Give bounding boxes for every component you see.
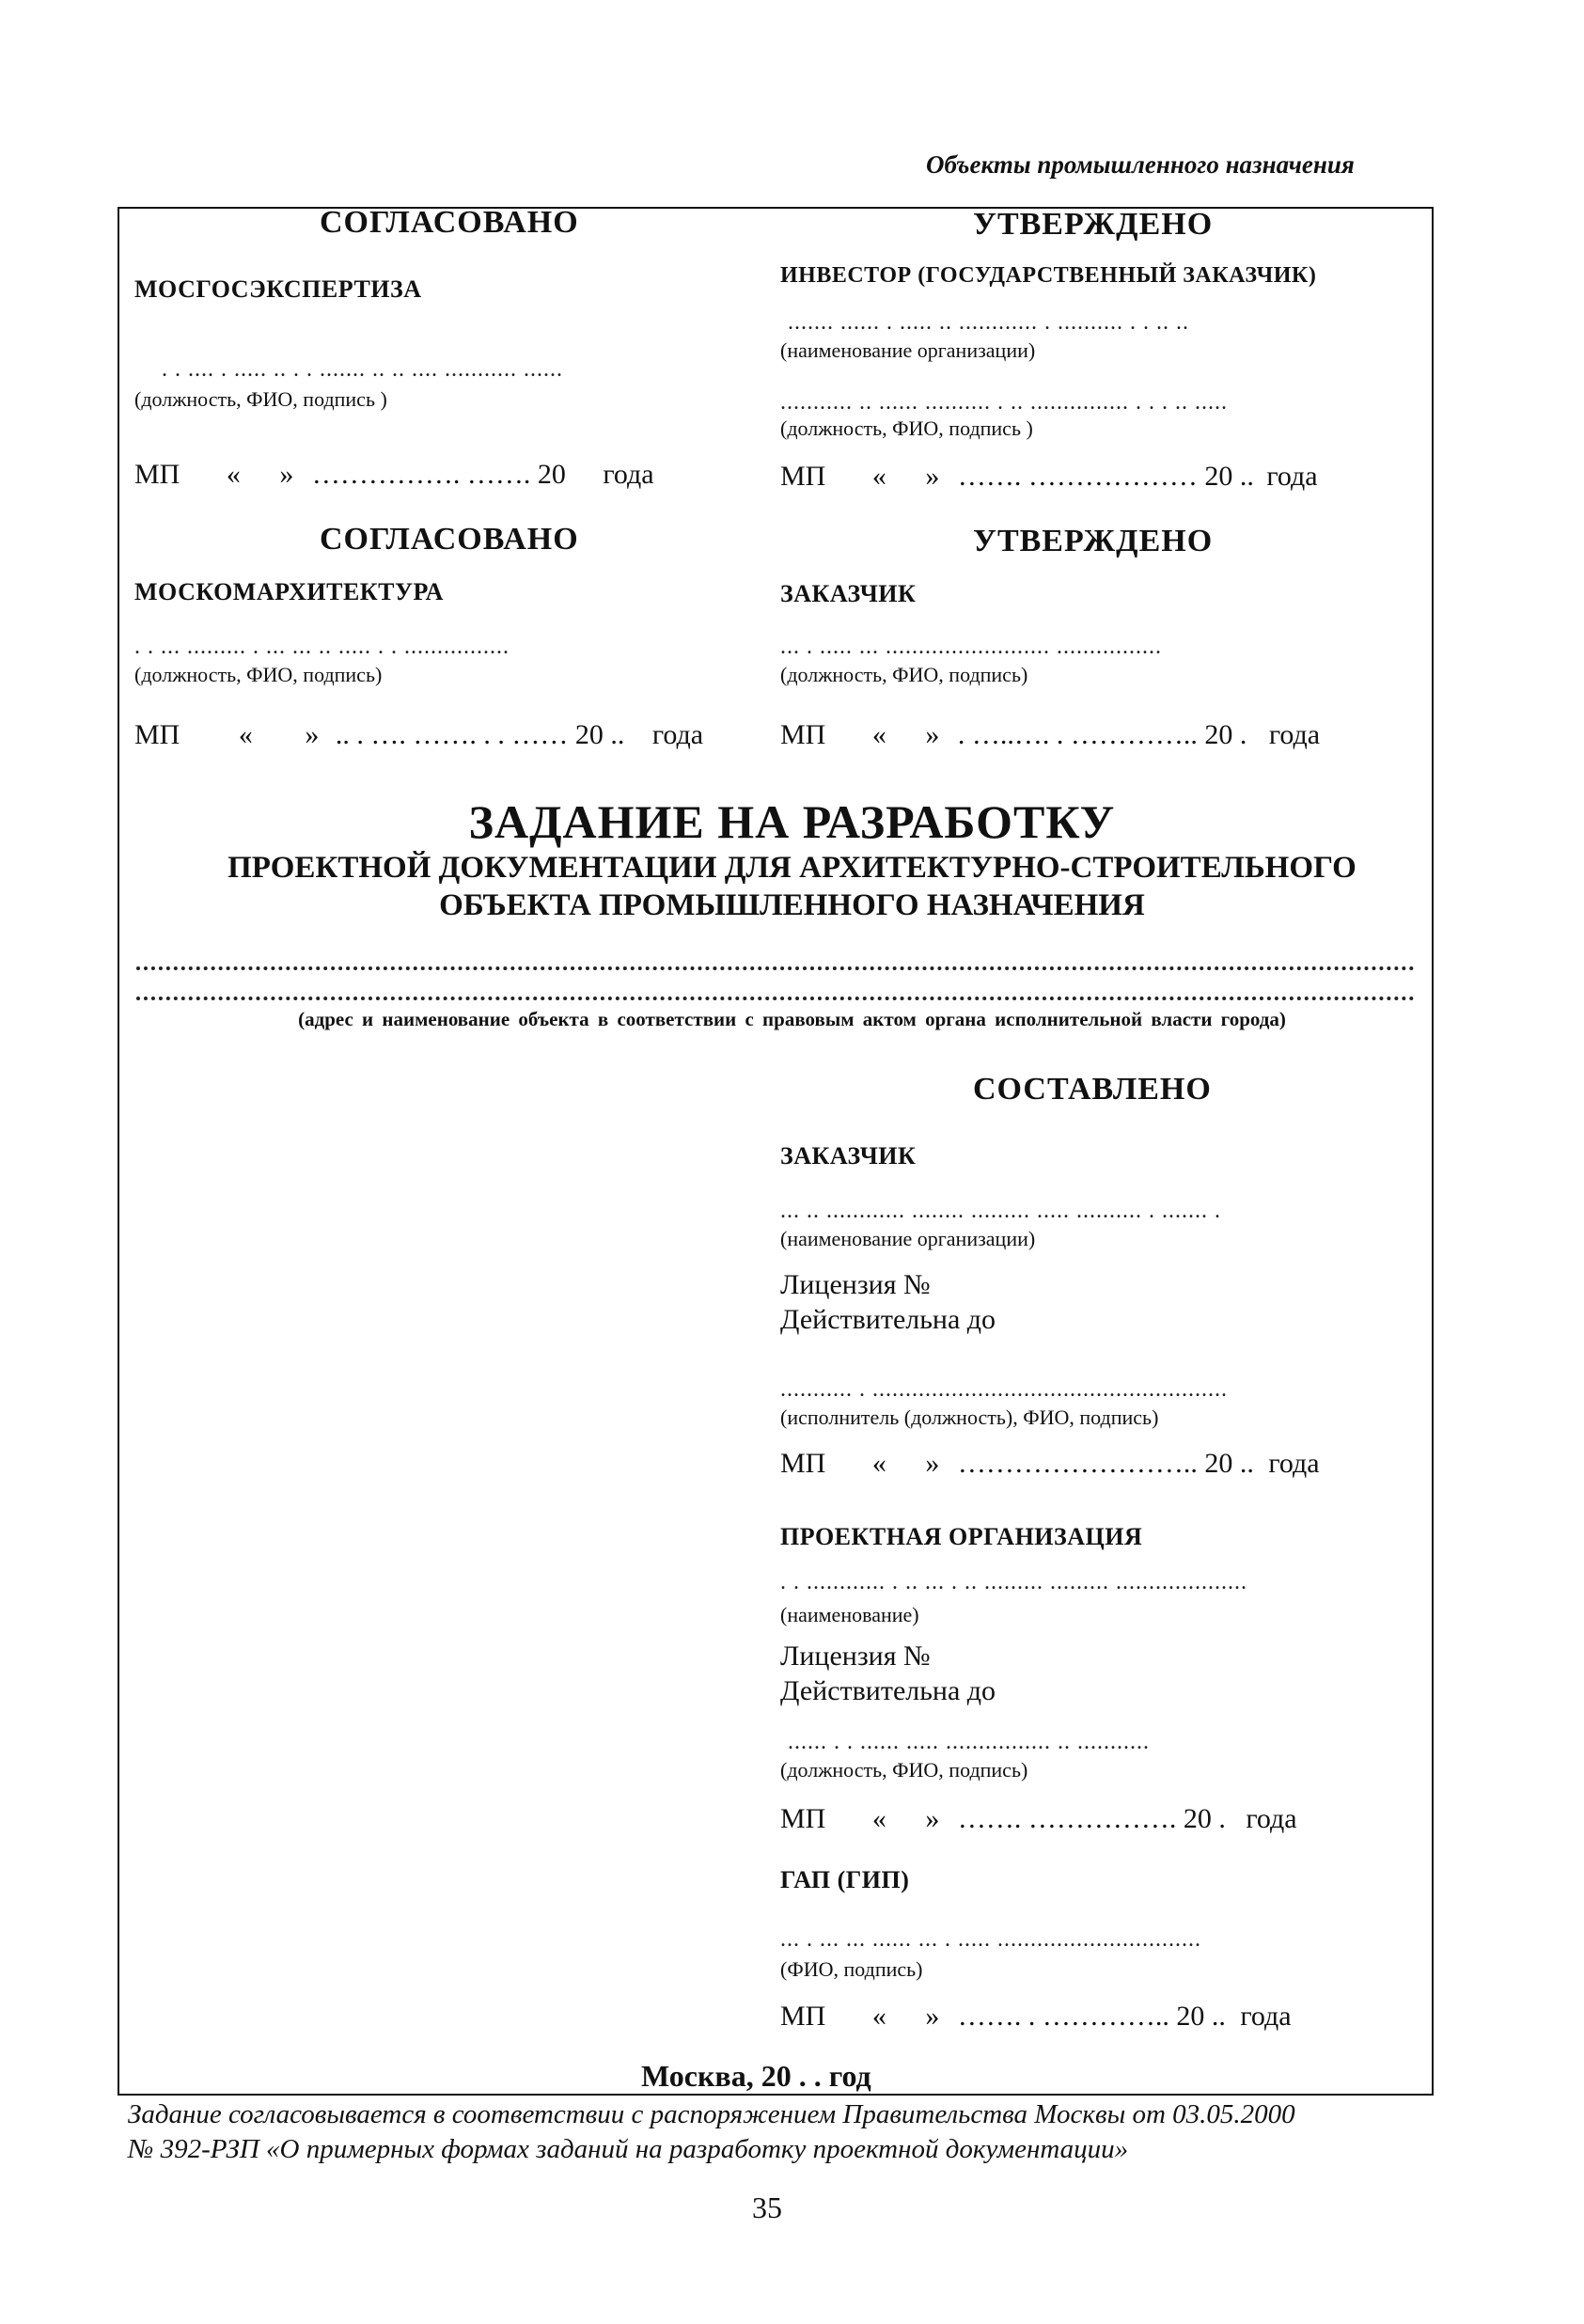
quote-open: « <box>871 1448 886 1479</box>
quote-open: « <box>238 719 253 750</box>
year-label: года <box>603 459 654 490</box>
date-dots: ……………. ……. 20 <box>311 459 566 490</box>
date-dots: . …..…. . ………….. 20 . <box>957 719 1247 750</box>
left2-mp-line <box>134 719 703 751</box>
stamp-label: МП <box>780 719 826 750</box>
stamp-label: МП <box>780 461 826 492</box>
right1-signature-dots: ........... .. ...... .......... . .. ............... . . . .. ..... <box>780 390 1228 415</box>
right1-signature-caption: (должность, ФИО, подпись ) <box>780 416 1033 440</box>
year-label: года <box>1268 1448 1320 1479</box>
right1-org: ИНВЕСТОР (ГОСУДАРСТВЕННЫЙ ЗАКАЗЧИК) <box>780 263 1317 288</box>
design-org-caption: (наименование) <box>780 1603 919 1626</box>
city-year: Москва, 20 . . год <box>641 2059 871 2093</box>
date-dots: …………………….. 20 .. <box>957 1448 1254 1479</box>
left1-heading: СОГЛАСОВАНО <box>320 205 579 240</box>
quote-close: » <box>925 719 940 750</box>
gap-heading: ГАП (ГИП) <box>780 1866 910 1893</box>
quote-close: » <box>925 1803 940 1834</box>
stamp-label: МП <box>780 2001 826 2032</box>
design-org-valid-until: Действительна до <box>780 1675 996 1706</box>
quote-close: » <box>925 1448 940 1479</box>
year-label: года <box>1240 2001 1292 2032</box>
customer-org: ЗАКАЗЧИК <box>780 1142 917 1170</box>
design-org-signature-dots: ...... . . ...... ..... ................ .. ........... <box>788 1730 1150 1754</box>
year-label: года <box>1266 461 1318 492</box>
right1-org-dots: ....... ...... . ..... .. ............ . .......... . . .. .. <box>788 310 1189 335</box>
left2-org: МОСКОМАРХИТЕКТУРА <box>134 578 444 605</box>
compiled-heading: СОСТАВЛЕНО <box>973 1072 1212 1107</box>
stamp-label: МП <box>780 1803 826 1834</box>
address-caption: (адрес и наименование объекта в соответствии с правовым актом органа исполнительной власти города) <box>298 1008 1286 1030</box>
customer-mp-line <box>780 1448 1320 1480</box>
document-title: ЗАДАНИЕ НА РАЗРАБОТКУ <box>468 795 1116 848</box>
left1-caption: (должность, ФИО, подпись ) <box>134 387 387 411</box>
left2-signature-dots: . . ... ......... . ... ... .. ..... . . ................ <box>134 635 510 659</box>
quote-open: « <box>871 1803 886 1834</box>
quote-open: « <box>871 2001 886 2032</box>
left1-mp-line <box>134 459 654 491</box>
quote-close: » <box>279 459 294 490</box>
year-label: года <box>651 719 704 750</box>
quote-close: » <box>305 719 320 750</box>
address-dotted-line-2 <box>136 997 1415 1000</box>
design-org-dots: . . ............ . .. ... . .. ......... ......... .................... <box>780 1570 1247 1594</box>
gap-caption: (ФИО, подпись) <box>780 1957 923 1981</box>
right1-mp-line <box>780 461 1318 493</box>
design-org-heading: ПРОЕКТНАЯ ОРГАНИЗАЦИЯ <box>780 1523 1143 1550</box>
gap-signature-dots: ... . ... ... ...... ... . ..... ............................... <box>780 1927 1201 1952</box>
right1-heading: УТВЕРЖДЕНО <box>973 207 1214 242</box>
footnote-line2: № 392-РЗП «О примерных формах заданий на разработку проектной документации» <box>128 2134 1129 2164</box>
stamp-label: МП <box>134 719 180 750</box>
right2-signature-dots: ... . ..... ... ......................... ................ <box>780 635 1162 659</box>
quote-open: « <box>226 459 241 490</box>
right2-heading: УТВЕРЖДЕНО <box>973 524 1214 558</box>
right2-caption: (должность, ФИО, подпись) <box>780 663 1028 686</box>
running-header: Объекты промышленного назначения <box>926 150 1355 179</box>
quote-close: » <box>925 2001 940 2032</box>
document-subtitle-line2: ОБЪЕКТА ПРОМЫШЛЕННОГО НАЗНАЧЕНИЯ <box>439 888 1145 922</box>
date-dots: ……. ……………. 20 . <box>957 1803 1226 1834</box>
customer-valid-until: Действительна до <box>780 1304 996 1335</box>
date-dots: ……. . ………….. 20 .. <box>957 2001 1226 2032</box>
date-dots: .. . …. ……. . . …… 20 .. <box>335 719 625 750</box>
quote-close: » <box>925 461 940 492</box>
customer-signature-dots: ........... . ...................................................... <box>780 1377 1228 1402</box>
year-label: года <box>1268 719 1321 750</box>
customer-license: Лицензия № <box>780 1269 931 1300</box>
stamp-label: МП <box>780 1448 826 1479</box>
quote-open: « <box>871 719 886 750</box>
stamp-label: МП <box>134 459 180 490</box>
design-org-signature-caption: (должность, ФИО, подпись) <box>780 1758 1028 1782</box>
right1-org-caption: (наименование организации) <box>780 338 1036 362</box>
document-subtitle-line1: ПРОЕКТНОЙ ДОКУМЕНТАЦИИ ДЛЯ АРХИТЕКТУРНО-СТРОИТЕЛЬНОГО <box>227 851 1357 885</box>
left1-org: МОСГОСЭКСПЕРТИЗА <box>134 275 422 303</box>
right2-mp-line <box>780 719 1320 751</box>
design-org-mp-line <box>780 1803 1297 1835</box>
quote-open: « <box>871 461 886 492</box>
left2-caption: (должность, ФИО, подпись) <box>134 663 383 686</box>
left2-heading: СОГЛАСОВАНО <box>320 522 579 557</box>
date-dots: ……. ……………… 20 .. <box>957 461 1254 492</box>
customer-org-dots: ... .. ............ ........ ......... ..... .......... . ....... . <box>780 1199 1221 1223</box>
right2-org: ЗАКАЗЧИК <box>780 580 917 607</box>
customer-org-caption: (наименование организации) <box>780 1227 1036 1250</box>
page-number: 35 <box>752 2191 782 2224</box>
gap-mp-line <box>780 2001 1292 2033</box>
footnote-line1: Задание согласовывается в соответствии с распоряжением Правительства Москвы от 03.05.2000 <box>128 2099 1295 2129</box>
left1-signature-dots: . . .... . ..... .. . . ....... .. .. .... ........... ...... <box>162 357 563 382</box>
customer-signature-caption: (исполнитель (должность), ФИО, подпись) <box>780 1405 1159 1429</box>
address-dotted-line-1 <box>136 966 1415 970</box>
design-org-license: Лицензия № <box>780 1641 931 1672</box>
year-label: года <box>1246 1803 1297 1834</box>
